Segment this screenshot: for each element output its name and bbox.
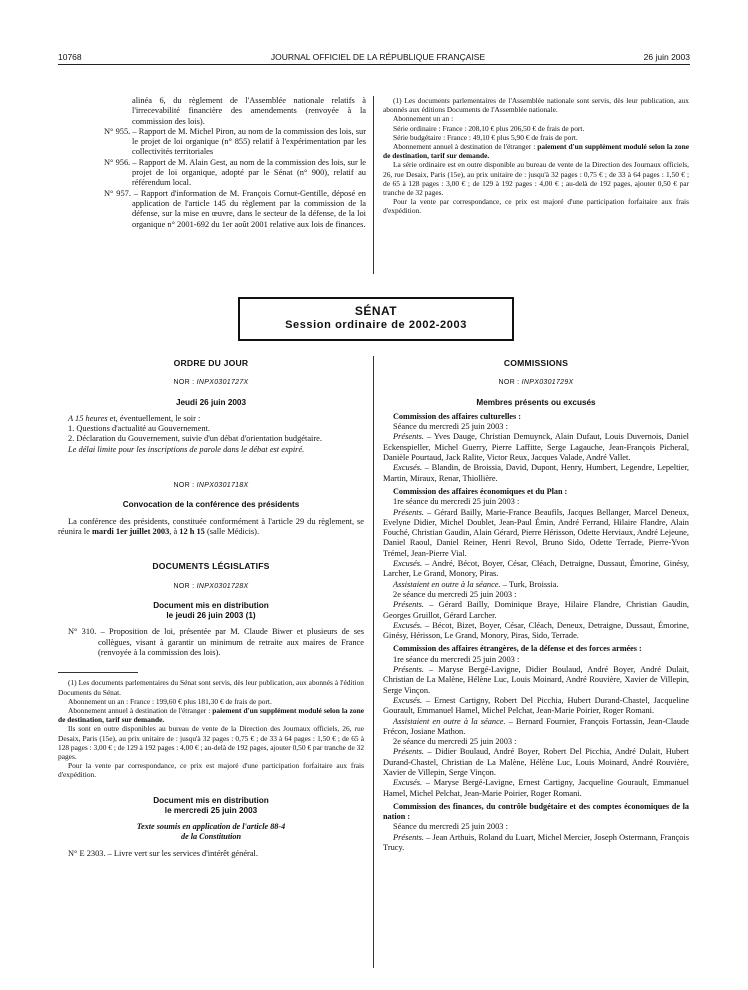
commission-finances: Commission des finances, du contrôle budgétaire et des comptes économiques de la nation : (383, 801, 689, 822)
an-note-5: Abonnement annuel à destination de l'étranger : paiement d'un supplément modulé selon la zone de destination, tarif sur demande. (383, 142, 689, 161)
seance-intro: A 15 heures et, éventuellement, le soir : (68, 413, 201, 423)
right-column (383, 358, 689, 853)
senat-note-1: (1) Les documents parlementaires du Sénat sont servis, dès leur publication, aux abonnés à l'édition Documents du Sénat. (58, 678, 364, 697)
nor-ordre: NOR : INPX0301727X (173, 379, 249, 387)
top-left-p1: alinéa 6, du règlement de l'Assemblée nationale relatifs à l'irrecevabilité financière des amendements (renvoyée à la commission des lois). (132, 96, 366, 126)
page-number: 10768 (58, 52, 82, 62)
journal-title: JOURNAL OFFICIEL DE LA RÉPUBLIQUE FRANÇAISE (270, 52, 486, 62)
c2-s1-presents: Présents. – Gérard Bailly, Marie-France Beaufils, Jacques Bellanger, Marcel Deneux, Evelyne Didier, Michel Doublet, Jean-Paul Émin, André Ferrand, Hilaire Flandre, Alain Fouché, Christian Gaudin, Alain Gérard, Pierre Hérisson, Odette Herviaux, André Lejeune, Daniel Raoul, Daniel Reiner, Henri Revol, Bruno Sido, Odette Terrade, Pierre-Yvon Trémel, Jean-Pierre Vial. (383, 507, 689, 558)
header-rule (58, 64, 690, 65)
senat-banner (238, 297, 514, 341)
c4-presents: Présents. – Jean Arthuis, Roland du Luart, Michel Mercier, Joseph Ostermann, François Trucy. (383, 832, 689, 853)
top-column-divider (373, 96, 374, 274)
commission-culturelles: Commission des affaires culturelles : (393, 411, 521, 421)
doc-e2303: N° E 2303. – Livre vert sur les services d'intérêt général. (68, 848, 258, 858)
c3-seance-1: 1re séance du mercredi 25 juin 2003 : (393, 654, 520, 664)
senat-footnote (58, 678, 364, 779)
top-left-column (104, 96, 366, 230)
nor-commissions: NOR : INPX0301729X (498, 379, 574, 387)
senat-note-3: Abonnement annuel à destination de l'étranger : paiement d'un supplément modulé selon la zone de destination, tarif sur demande. (58, 705, 364, 725)
c3-s1-presents: Présents. – Maryse Bergé-Lavigne, Didier Boulaud, André Boyer, André Dulait, Christian de La Malène, Hélène Luc, Louis Moinard, André Rouvière, Xavier de Villepin, Serge Vinçon. (383, 665, 689, 695)
c1-excuses: Excusés. – Blandin, de Broissia, David, Dupont, Henry, Humbert, Legendre, Lepeltier, Martin, Miraux, Renar, Thiollière. (383, 463, 689, 483)
convocation-text: La conférence des présidents, constituée conformément à l'article 29 du règlement, se réunira le mardi 1er juillet 2003, à 12 h 15 (salle Médicis). (58, 516, 364, 536)
doc-955: N° 955. – Rapport de M. Michel Piron, au nom de la commission des lois, sur le projet de loi organique (n° 855) relatif à l'expérimentation par les collectivités territoriales (104, 126, 366, 157)
agenda-item-2: 2. Déclaration du Gouvernement, suivie d'un débat d'orientation budgétaire. (68, 434, 322, 444)
doc-310: N° 310. – Proposition de loi, présentée par M. Claude Biwer et plusieurs de ses collègues, visant à garantir un minimum de retraite aux maires de France (renvoyée à la commission des lois). (68, 627, 364, 658)
an-note-4: Série budgétaire : France : 49,10 € plus 5,90 € de frais de port. (393, 132, 578, 142)
an-note-6: La série ordinaire est en outre disponible au bureau de vente de la Direction des Journaux officiels, 26, rue Desaix, Paris (15e), au prix unitaire de : jusqu'à 32 pages : 0,75 € ; de 33 à 64 pages : 1,50 € ; de 65 à 128 pages : 3,00 € ; de 129 à 192 pages : 4,00 € ; au-delà de 192 pages, ajouter 0,50 € par tranche de 32 pages. (383, 160, 689, 198)
page-date: 26 juin 2003 (643, 52, 690, 62)
c3-s2-excuses: Excusés. – Maryse Bergé-Lavigne, Ernest Cartigny, Jacqueline Gourault, Emmanuel Hamel, Michel Pelchat, Jean-Marie Poirier, Roger Romani. (383, 778, 689, 798)
c2-seance-2: 2e séance du mercredi 25 juin 2003 : (393, 589, 517, 599)
c3-s1-assistaient: Assistaient en outre à la séance. – Bernard Fournier, François Fortassin, Jean-Claude Frécon, Josiane Mathon. (383, 716, 689, 736)
doc-956: N° 956. – Rapport de M. Alain Gest, au nom de la commission des lois, sur le projet de loi organique, adopté par le Sénat (n° 900), relatif au référendum local. (104, 157, 366, 188)
column-divider (373, 356, 374, 968)
membres-title: Membres présents ou excusés (476, 397, 596, 407)
top-right-footnote (383, 96, 689, 216)
distribution-heading-2: Document mis en distribution le mercredi 25 juin 2003 (153, 795, 269, 815)
senat-title: SÉNAT (354, 304, 398, 318)
c2-s1-excuses: Excusés. – André, Bécot, Boyer, César, Cléach, Detraigne, Dussaut, Émorine, Ginésy, Larcher, Le Grand, Monory, Piras. (383, 559, 689, 579)
left-column (58, 358, 364, 859)
senat-note-2: Abonnement un an : France : 199,60 € plus 181,30 € de frais de port. (68, 696, 272, 706)
c4-seance: Séance du mercredi 25 juin 2003 : (393, 822, 508, 832)
an-note-2: Abonnement un an : (393, 114, 454, 124)
doc-957: N° 957. – Rapport d'information de M. François Cornut-Gentille, déposé en application de l'article 145 du règlement par la commission de la défense, sur la mise en œuvre, dans le secteur de la défense, de la loi organique n° 2001-692 du 1er août 2001 relative aux lois de finances. (104, 188, 366, 229)
agenda-item-1: 1. Questions d'actualité au Gouvernement. (68, 424, 210, 434)
senat-note-4: Ils sont en outre disponibles au bureau de vente de la Direction des Journaux officiels, 26, rue Desaix, Paris (15e), au prix unitaire de : jusqu'à 32 pages : 0,75 € ; de 33 à 64 pages : 1,50 € ; de 65 à 128 pages : 3,00 € ; de 129 à 192 pages : 4,00 € ; au-delà de 192 pages, ajouter 0,50 € par tranche de 32 pages. (58, 724, 365, 761)
c2-s2-presents: Présents. – Gérard Bailly, Dominique Braye, Hilaire Flandre, Christian Gaudin, Georges Gruillot, Gérard Larcher. (383, 600, 689, 620)
documents-title: DOCUMENTS LÉGISLATIFS (152, 561, 270, 572)
senat-session: Session ordinaire de 2002-2003 (285, 319, 467, 331)
c3-seance-2: 2e séance du mercredi 25 juin 2003 : (393, 737, 517, 747)
distribution-heading-1: Document mis en distribution le jeudi 26 juin 2003 (1) (153, 600, 269, 621)
convocation-title: Convocation de la conférence des présidents (122, 500, 300, 510)
an-note-1: (1) Les documents parlementaires de l'Assemblée nationale sont servis, dès leur publication, aux abonnés aux éditions Documents de l'Assemblée nationale. (383, 96, 689, 115)
footnote-rule (58, 672, 138, 673)
c2-s1-assistaient: Assistaient en outre à la séance. – Turk, Broissia. (393, 579, 559, 589)
nor-documents: NOR : INPX0301728X (173, 582, 249, 590)
c1-seance: Séance du mercredi 25 juin 2003 : (393, 422, 508, 432)
an-note-7: Pour la vente par correspondance, ce prix est majoré d'une participation forfaitaire aux frais d'expédition. (383, 197, 689, 216)
date-heading: Jeudi 26 juin 2003 (175, 397, 247, 407)
senat-note-5: Pour la vente par correspondance, ce prix est majoré d'une participation forfaitaire aux frais d'expédition. (58, 761, 364, 780)
c2-s2-excuses: Excusés. – Bécot, Bizet, Boyer, César, Cléach, Deneux, Detraigne, Dussaut, Émorine, Ginésy, Hérisson, Le Grand, Monory, Piras, Sido, Terrade. (383, 620, 689, 641)
commission-economiques: Commission des affaires économiques et du Plan : (393, 486, 568, 496)
c1-presents: Présents. – Yves Dauge, Christian Demuynck, Alain Dufaut, Louis Duvernois, Daniel Eckenspieller, Michel Guerry, Pierre Laffitte, Serge Lagauche, Jean-François Picheral, Danièle Pourtaud, Jack Ralite, Victor Reux, Jacques Valade, André Vallet. (383, 432, 689, 463)
an-note-3: Série ordinaire : France : 208,10 € plus 206,50 € de frais de port. (393, 123, 585, 133)
delai-note: Le délai limite pour les inscriptions de parole dans le débat est expiré. (68, 444, 305, 454)
texte-soumis: Texte soumis en application de l'article 88-4 de la Constitution (136, 822, 286, 842)
commissions-title: COMMISSIONS (503, 358, 569, 368)
nor-convocation: NOR : INPX0301718X (173, 482, 249, 490)
c3-s2-presents: Présents. – Didier Boulaud, André Boyer, Robert Del Picchia, André Dulait, Hubert Durand-Chastel, Christian de La Malène, Hélène Luc, Louis Moinard, André Rouvière, Xavier de Villepin, Serge Vinçon. (383, 747, 689, 777)
c2-seance-1: 1re séance du mercredi 25 juin 2003 : (393, 497, 520, 507)
commission-etrangeres: Commission des affaires étrangères, de la défense et des forces armées : (393, 644, 642, 654)
ordre-du-jour-title: ORDRE DU JOUR (173, 358, 249, 368)
c3-s1-excuses: Excusés. – Ernest Cartigny, Robert Del Picchia, Hubert Durand-Chastel, Jacqueline Gourault, Emmanuel Hamel, Michel Pelchat, Jean-Marie Poirier, Roger Romani. (383, 695, 689, 716)
